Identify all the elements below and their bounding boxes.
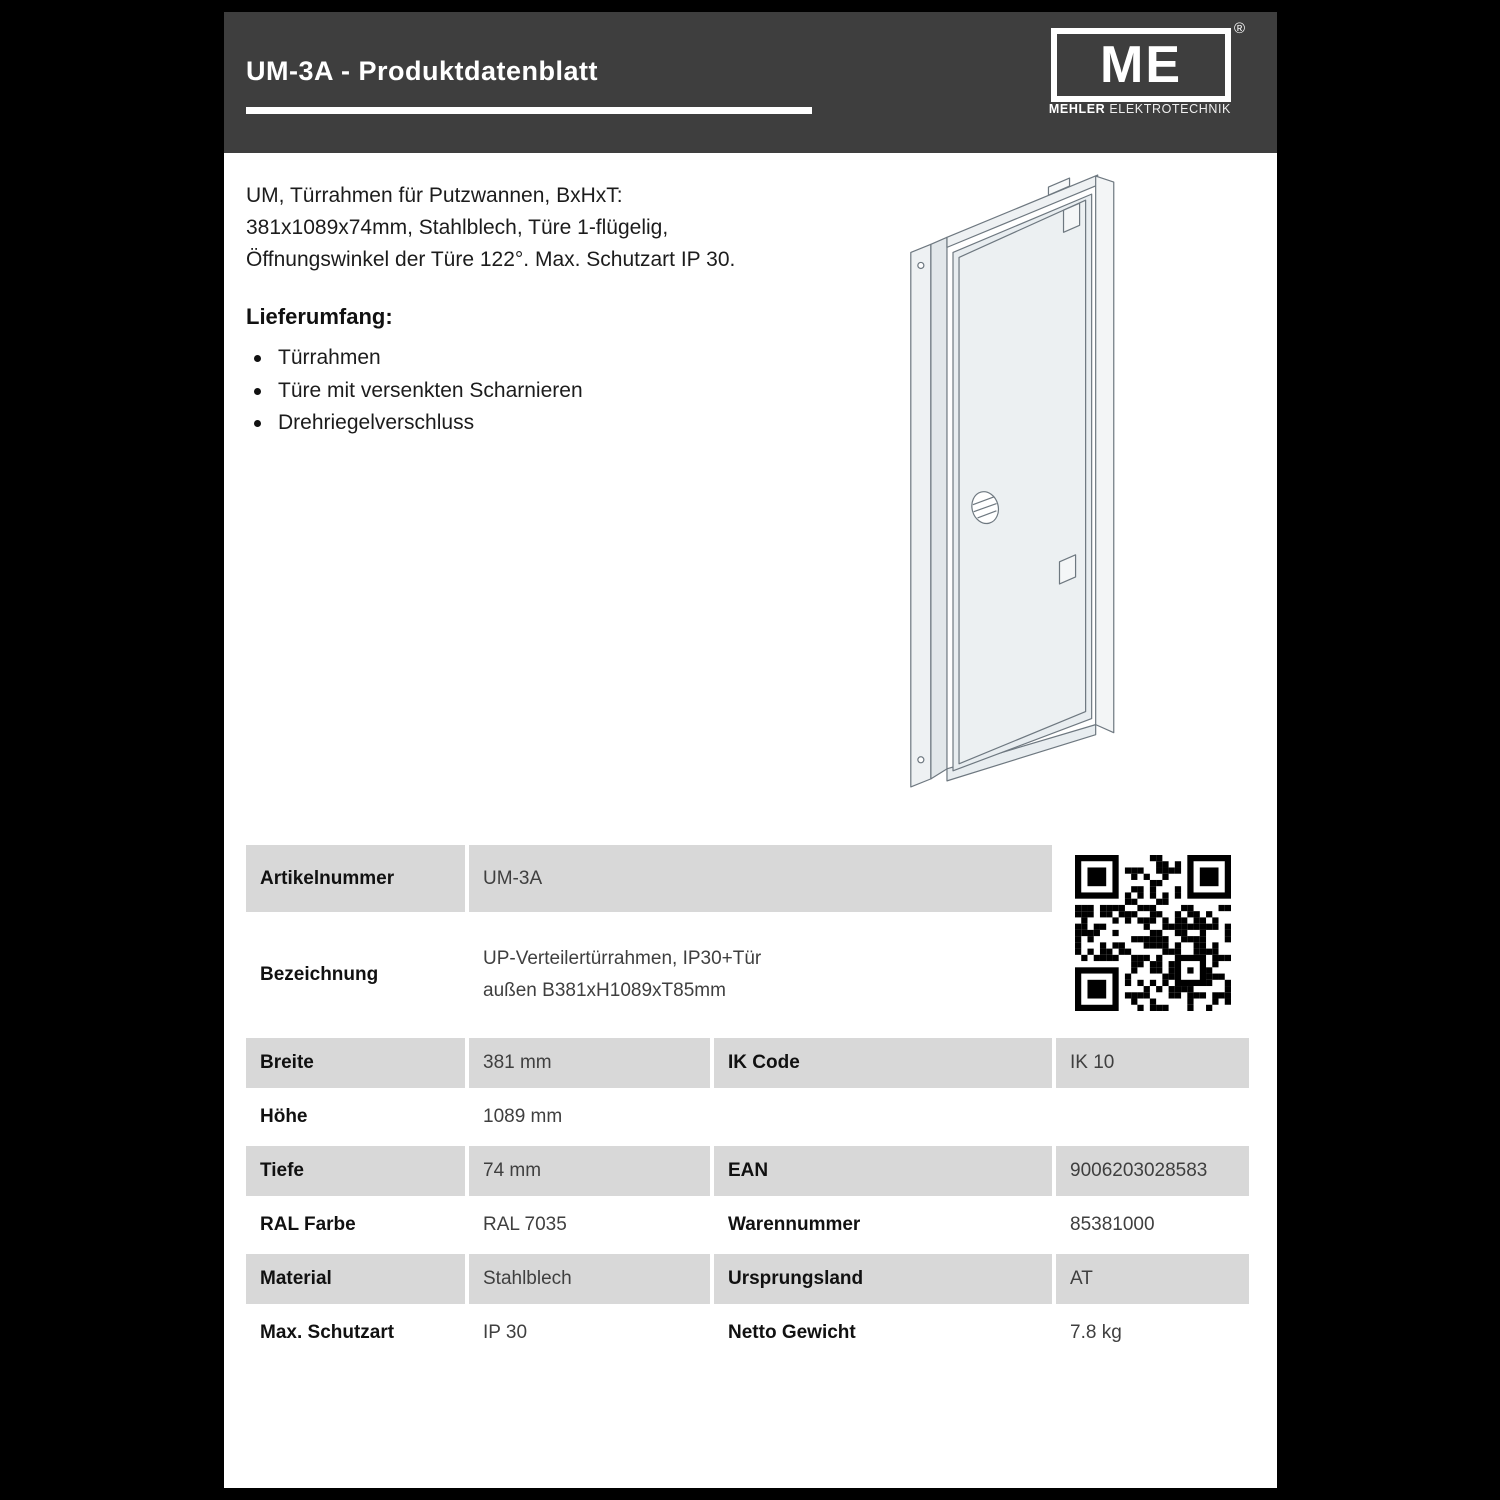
table-label-cell: Höhe [246,1092,465,1142]
door-frame-technical-drawing [900,168,1218,806]
delivery-scope-item: Türe mit versenkten Scharnieren [250,375,850,408]
registered-trademark-icon: ® [1233,20,1245,37]
delivery-scope-item: Drehriegelverschluss [250,407,850,440]
table-label-cell: IK Code [714,1038,1052,1088]
table-label-cell: Warennummer [714,1200,1052,1250]
table-row [246,1038,1249,1088]
delivery-scope-item: Türrahmen [250,342,850,375]
logo-company-bold: MEHLER [1048,102,1106,116]
header-band [224,12,1277,153]
table-row [246,1092,1249,1142]
table-value-cell: 1089 mm [469,1092,710,1142]
table-label-cell: Ursprungsland [714,1254,1052,1304]
table-label-cell: EAN [714,1146,1052,1196]
delivery-scope-heading: Lieferumfang: [246,304,393,329]
table-value-cell: IP 30 [469,1308,710,1358]
logo-monogram-box [1051,28,1231,102]
table-value-cell: Stahlblech [469,1254,710,1304]
table-label-cell: Max. Schutzart [246,1308,465,1358]
table-value-cell: IK 10 [1056,1038,1249,1088]
table-label-cell: RAL Farbe [246,1200,465,1250]
table-value-cell: RAL 7035 [469,1200,710,1250]
table-value-cell: 7.8 kg [1056,1308,1249,1358]
table-row [246,1146,1249,1196]
product-description [246,180,906,276]
table-row [246,1254,1249,1304]
table-label-cell: Breite [246,1038,465,1088]
logo-company-name [1049,102,1231,116]
company-logo [1047,22,1243,124]
page-title: UM-3A - Produktdatenblatt [246,56,598,86]
table-value-line: UP-Verteilertürrahmen, IP30+Tür [483,948,762,969]
table-label-cell: Tiefe [246,1146,465,1196]
datasheet-page [220,8,1281,1492]
table-value-cell: 74 mm [469,1146,710,1196]
logo-company-light: ELEKTROTECHNIK [1109,102,1231,116]
table-value-cell: AT [1056,1254,1249,1304]
table-label-cell: Material [246,1254,465,1304]
description-line: 381x1089x74mm, Stahlblech, Türe 1-flügelig, [246,216,669,239]
table-row [246,1308,1249,1358]
table-value-line: UM-3A [483,867,543,889]
description-line: UM, Türrahmen für Putzwannen, BxHxT: [246,184,623,207]
table-value-line: außen B381xH1089xT85mm [483,980,726,1001]
table-value-cell [1056,1092,1249,1142]
table-label-cell: Bezeichnung [246,916,465,1034]
delivery-scope-list [250,342,850,440]
table-value-cell: 381 mm [469,1038,710,1088]
table-value-cell [469,845,1052,912]
table-value-cell: 9006203028583 [1056,1146,1249,1196]
table-label-cell: Artikelnummer [246,845,465,912]
table-label-cell [714,1092,1052,1142]
description-line: Öffnungswinkel der Türe 122°. Max. Schutzart IP 30. [246,248,736,271]
logo-monogram: ME [1100,36,1182,94]
title-underline [246,107,812,114]
table-label-cell: Netto Gewicht [714,1308,1052,1358]
table-value-cell: 85381000 [1056,1200,1249,1250]
table-value-cell [469,916,1052,1034]
qr-code [1075,855,1231,1011]
table-row [246,1200,1249,1250]
